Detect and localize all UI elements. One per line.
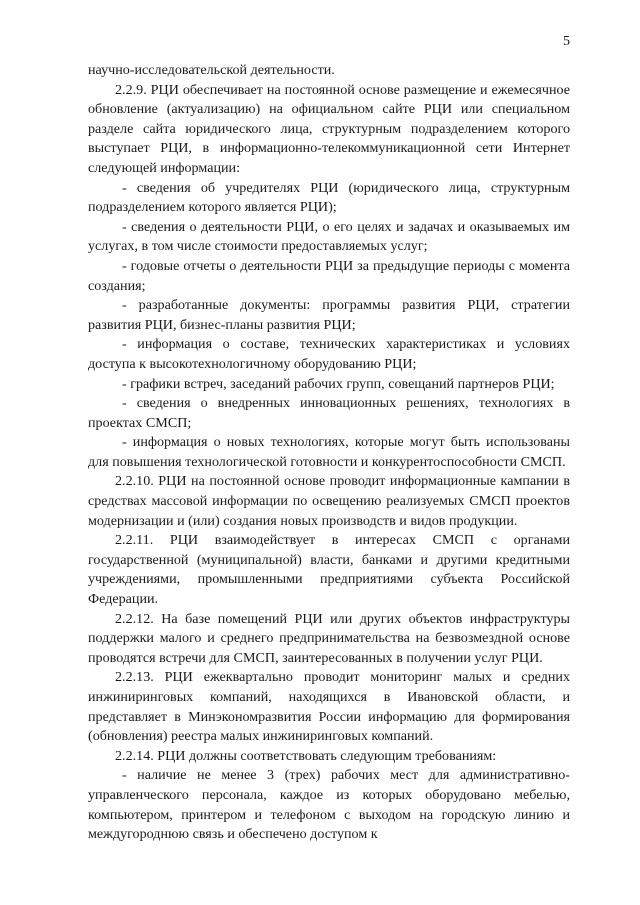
list-item: - сведения о внедренных инновационных решениях, технологиях в проектах СМСП; <box>88 395 570 431</box>
list-item: - информация о новых технологиях, которые могут быть использованы для повышения технологической готовности и конкурентоспособности СМСП. <box>88 434 570 470</box>
clause-2-2-13: 2.2.13. РЦИ ежеквартально проводит мониторинг малых и средних инжиниринговых компаний, находящихся в Ивановской области, и представляет в Минэкономразвития России информацию для формирования (обновления) реестра малых инжиниринговых компаний. <box>88 669 570 745</box>
list-item: - разработанные документы: программы развития РЦИ, стратегии развития РЦИ, бизнес-планы развития РЦИ; <box>88 297 570 333</box>
clause-2-2-11: 2.2.11. РЦИ взаимодействует в интересах СМСП с органами государственной (муниципальной) власти, банками и другими кредитными учреждениями, промышленными предприятиями субъекта Российской Федерации. <box>88 532 570 608</box>
list-item: - сведения об учредителях РЦИ (юридического лица, структурным подразделением которого является РЦИ); <box>88 179 570 216</box>
list-item: - наличие не менее 3 (трех) рабочих мест для административно-управленческого персонала, каждое из которых оборудовано мебелью, компьютером, принтером и телефоном с выходом на городскую линию и междугороднюю связь и обеспечено доступом к <box>88 767 570 843</box>
page-number: 5 <box>563 34 570 49</box>
list-item: - информация о составе, технических характеристиках и условиях доступа к высокотехнологичному оборудованию РЦИ; <box>88 336 570 372</box>
clause-2-2-14: 2.2.14. РЦИ должны соответствовать следующим требованиям: <box>115 747 497 764</box>
document-body <box>88 61 570 845</box>
clause-2-2-9: 2.2.9. РЦИ обеспечивает на постоянной основе размещение и ежемесячное обновление (актуализацию) на официальном сайте РЦИ или специальном разделе сайта юридического лица, структурным подразделением которого выступает РЦИ, в информационно-телекоммуникационной сети Интернет следующей информации: <box>88 81 570 176</box>
clause-2-2-12: 2.2.12. На базе помещений РЦИ или других объектов инфраструктуры поддержки малого и среднего предпринимательства на безвозмездной основе проводятся встречи для СМСП, заинтересованных в получении услуг РЦИ. <box>88 610 570 666</box>
list-item: - графики встреч, заседаний рабочих групп, совещаний партнеров РЦИ; <box>122 375 555 392</box>
list-item: - сведения о деятельности РЦИ, о его целях и задачах и оказываемых им услугах, в том числе стоимости предоставляемых услуг; <box>88 218 570 255</box>
list-item: - годовые отчеты о деятельности РЦИ за предыдущие периоды с момента создания; <box>88 257 570 294</box>
paragraph-continuation: научно-исследовательской деятельности. <box>88 62 335 78</box>
clause-2-2-10: 2.2.10. РЦИ на постоянной основе проводит информационные кампании в средствах массовой информации по освещению реализуемых СМСП проектов модернизации и (или) создания новых производств и видов продукции. <box>88 473 570 529</box>
